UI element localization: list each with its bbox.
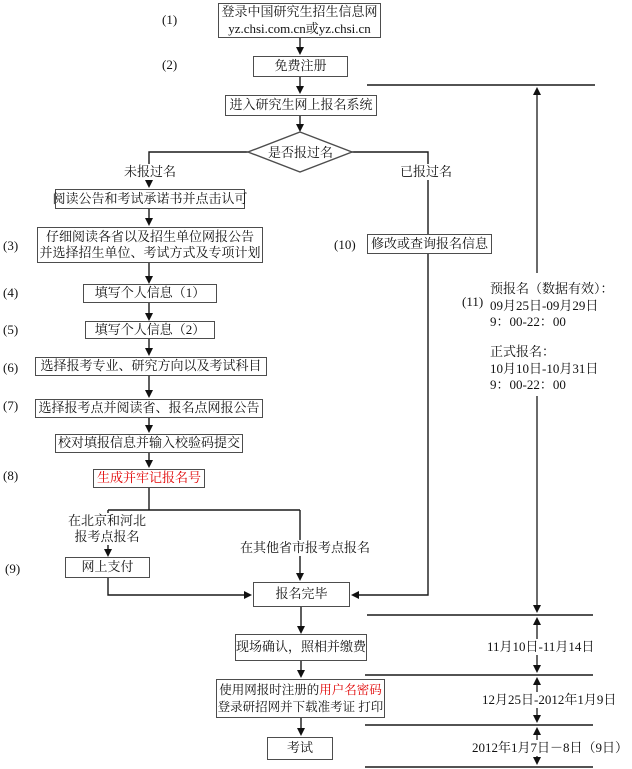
step-num-9: (9) xyxy=(5,561,21,576)
node-finish-label: 报名完毕 xyxy=(275,586,328,602)
timeline-formal-reg-dates: 10月10日-10月31日 xyxy=(490,360,599,376)
branch-label-other: 在其他省市报考点报名 xyxy=(240,540,371,555)
node-login-line2: yz.chsi.com.cn或yz.chsi.cn xyxy=(228,20,371,36)
node-enter-system-label: 进入研究生网上报名系统 xyxy=(229,97,373,113)
node-read-notice xyxy=(52,189,248,209)
branch-label-registered: 已报过名 xyxy=(400,164,453,179)
node-onsite-confirm-label: 现场确认，照相并缴费 xyxy=(236,639,367,655)
node-register xyxy=(253,56,348,77)
download-ticket-line1-red: 用户名密码 xyxy=(319,683,382,697)
node-personal-info-1 xyxy=(83,284,217,303)
timeline-pre-reg-dates: 09月25日-09月29日 xyxy=(490,297,599,313)
timeline-formal-reg xyxy=(488,344,600,394)
node-exam xyxy=(267,737,333,760)
node-read-notice-label: 阅读公告和考试承诺书并点击认可 xyxy=(52,190,248,206)
node-online-pay-label: 网上支付 xyxy=(81,559,134,575)
branch-label-not-registered: 未报过名 xyxy=(124,164,177,179)
branch-label-bj-hb-line1: 在北京和河北 xyxy=(67,513,146,528)
node-download-ticket-line1 xyxy=(219,682,382,699)
step-num-6: (6) xyxy=(3,360,19,375)
step-num-1: (1) xyxy=(162,12,178,27)
node-choose-major-label: 选择报考专业、研究方向以及考试科目 xyxy=(40,358,262,374)
node-personal-info-1-label: 填写个人信息（1） xyxy=(94,285,206,301)
node-read-province xyxy=(37,227,263,263)
node-generate-id xyxy=(93,469,205,488)
node-personal-info-2-label: 填写个人信息（2） xyxy=(94,321,206,337)
branch-label-bj-hb xyxy=(67,513,147,545)
node-login-line1: 登录中国研究生招生信息网 xyxy=(221,4,378,19)
step-num-8: (8) xyxy=(3,468,19,483)
step-num-7: (7) xyxy=(3,398,19,413)
node-download-ticket-line2: 登录研招网并下载准考证 打印 xyxy=(217,699,384,714)
timeline-pre-reg-hours: 9：00-22：00 xyxy=(490,314,566,329)
node-onsite-confirm xyxy=(235,634,367,661)
step-num-10: (10) xyxy=(334,237,356,252)
timeline-formal-reg-hours: 9：00-22：00 xyxy=(490,377,566,392)
node-modify-query xyxy=(367,234,492,254)
node-verify-submit-label: 校对填报信息并输入校验码提交 xyxy=(57,435,240,451)
node-personal-info-2 xyxy=(85,321,215,339)
node-exam-label: 考试 xyxy=(286,740,313,756)
timeline-formal-reg-title: 正式报名： xyxy=(490,344,556,359)
timeline-download-dates: 12月25日-2012年1月9日 xyxy=(482,692,617,707)
timeline-pre-reg-title: 预报名（数据有效）： xyxy=(490,281,614,296)
node-read-province-line2: 并选择招生单位、考试方式及专项计划 xyxy=(39,245,261,260)
node-finish xyxy=(253,582,350,607)
timeline-confirm-dates: 11月10日-11月14日 xyxy=(487,639,595,654)
node-choose-site xyxy=(35,399,263,418)
step-num-2: (2) xyxy=(162,57,178,72)
decision-label: 是否报过名 xyxy=(268,145,334,160)
node-read-province-line1: 仔细阅读各省以及招生单位网报公告 xyxy=(45,228,254,244)
timeline-exam-dates: 2012年1月7日－8日（9日） xyxy=(472,740,629,755)
node-choose-site-label: 选择报考点并阅读省、报名点网报公告 xyxy=(38,400,260,416)
step-num-5: (5) xyxy=(3,322,19,337)
step-num-11: (11) xyxy=(462,294,484,309)
node-enter-system xyxy=(225,95,377,116)
node-register-label: 免费注册 xyxy=(274,58,327,74)
node-generate-id-label: 生成并牢记报名号 xyxy=(96,470,201,486)
download-ticket-line1-black: 使用网报时注册的 xyxy=(219,683,320,697)
node-download-ticket xyxy=(216,679,385,718)
node-choose-major xyxy=(35,357,267,376)
branch-label-bj-hb-line2: 报考点报名 xyxy=(74,529,140,544)
node-modify-query-label: 修改或查询报名信息 xyxy=(370,235,488,251)
node-verify-submit xyxy=(55,434,243,453)
node-login xyxy=(218,3,381,38)
step-num-3: (3) xyxy=(3,238,19,253)
node-online-pay xyxy=(65,557,150,578)
step-num-4: (4) xyxy=(3,285,19,300)
timeline-pre-reg xyxy=(488,281,616,331)
